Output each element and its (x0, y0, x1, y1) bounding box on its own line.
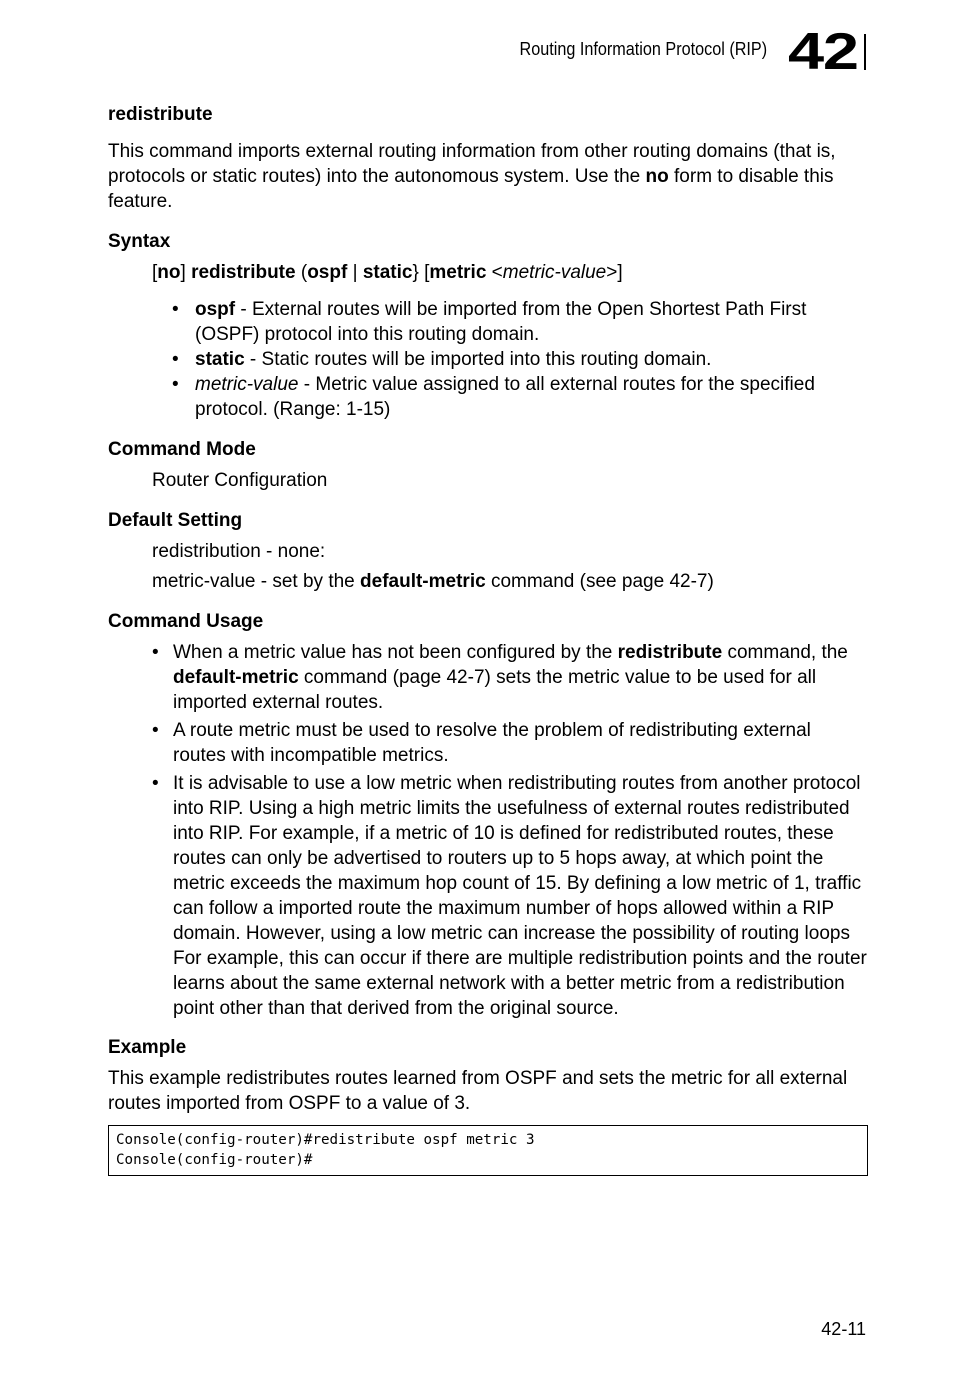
chapter-number: 42 (788, 23, 858, 81)
example-heading: Example (108, 1037, 187, 1058)
example-description: This example redistributes routes learned from OSPF and sets the metric for all external routes imported from OSPF to a value of 3. (108, 1068, 848, 1114)
command-mode-text: Router Configuration (152, 470, 328, 491)
chapter-divider (864, 34, 866, 70)
page-content (108, 103, 868, 1176)
syntax-line: [no] redistribute (ospf | static} [metric <metric-value>] (152, 262, 623, 283)
default-setting-line: redistribution - none: (152, 541, 326, 562)
command-usage-list (108, 640, 868, 1021)
default-setting-heading: Default Setting (108, 510, 243, 531)
code-line: Console(config-router)# (116, 1152, 313, 1168)
list-item: • It is advisable to use a low metric when redistributing routes from another protocol into RIP. Using a high metric limits the usefulness of external routes redistributed into RIP. For example, if a metric of 10 is defined for redistributed routes, these routes can only be advertised to routers up to 5 hops away, at which point the metric exceeds the maximum hop count of 15. By defining a low metric of 1, traffic can follow a imported route the maximum number of hops allowed within a RIP domain. However, using a low metric can increase the possibility of routing loops For example, this can occur if there are multiple redistribution points and the router learns about the same external network with a better metric from a redistribution point other than that derived from the original source. (151, 771, 868, 1021)
code-example (108, 1125, 868, 1176)
list-item: • A route metric must be used to resolve the problem of redistributing external routes with incompatible metrics. (151, 718, 868, 768)
running-header-title: Routing Information Protocol (RIP) (519, 39, 767, 59)
command-mode-heading: Command Mode (108, 439, 256, 460)
command-description: This command imports external routing information from other routing domains (that is, protocols or static routes) into the autonomous system. Use the no form to disable this feature. (108, 141, 836, 212)
command-title: redistribute (108, 104, 213, 125)
syntax-heading: Syntax (108, 231, 171, 252)
default-setting-line: metric-value - set by the default-metric command (see page 42-7) (152, 571, 714, 592)
code-line: Console(config-router)#redistribute ospf metric 3 (116, 1132, 535, 1148)
command-usage-heading: Command Usage (108, 611, 264, 632)
list-item: • When a metric value has not been configured by the redistribute command, the default-metric command (page 42-7) sets the metric value to be used for all imported external routes. (151, 640, 868, 715)
list-item: • static - Static routes will be imported into this routing domain. (172, 347, 868, 372)
list-item: • metric-value - Metric value assigned to all external routes for the specified protocol. (Range: 1-15) (172, 372, 868, 422)
syntax-parameter-list (108, 297, 868, 422)
page-number: 42-11 (821, 1319, 866, 1339)
list-item: • ospf - External routes will be imported from the Open Shortest Path First (OSPF) protocol into this routing domain. (172, 297, 868, 347)
